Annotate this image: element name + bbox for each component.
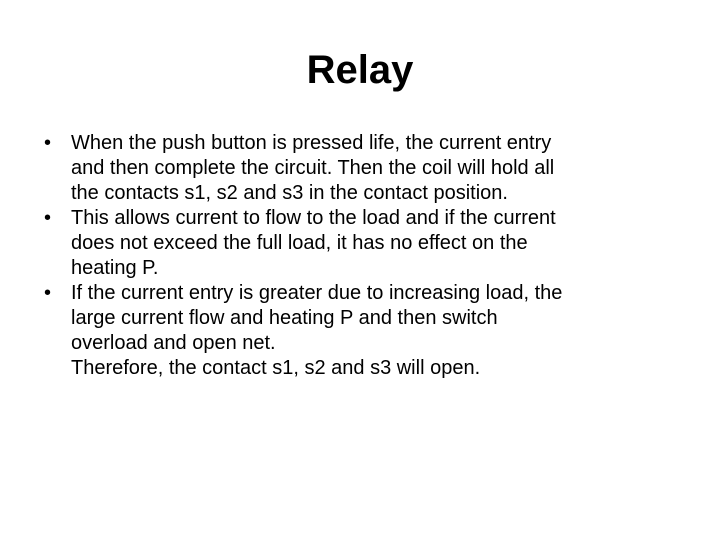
bullet-line: large current flow and heating P and then switch — [71, 307, 498, 329]
bullet-line: the contacts s1, s2 and s3 in the contact position. — [71, 182, 508, 204]
bullet-line: When the push button is pressed life, the current entry — [71, 132, 552, 154]
bullet-dot-icon: • — [44, 207, 52, 229]
bullet-item — [44, 281, 674, 381]
bullet-line: If the current entry is greater due to increasing load, the — [71, 282, 563, 304]
bullet-line: overload and open net. — [71, 332, 276, 354]
bullet-line: heating P. — [71, 257, 159, 279]
bullet-line: Therefore, the contact s1, s2 and s3 will open. — [71, 357, 481, 379]
bullet-item — [44, 131, 674, 206]
bullet-line: does not exceed the full load, it has no effect on the — [71, 232, 528, 254]
bullet-dot-icon: • — [44, 282, 52, 304]
slide-title: Relay — [306, 48, 414, 92]
bullet-line: and then complete the circuit. Then the coil will hold all — [71, 157, 555, 179]
bullet-item — [44, 206, 674, 281]
bullet-list — [44, 131, 674, 381]
bullet-line: This allows current to flow to the load and if the current — [71, 207, 556, 229]
bullet-dot-icon: • — [44, 132, 52, 154]
